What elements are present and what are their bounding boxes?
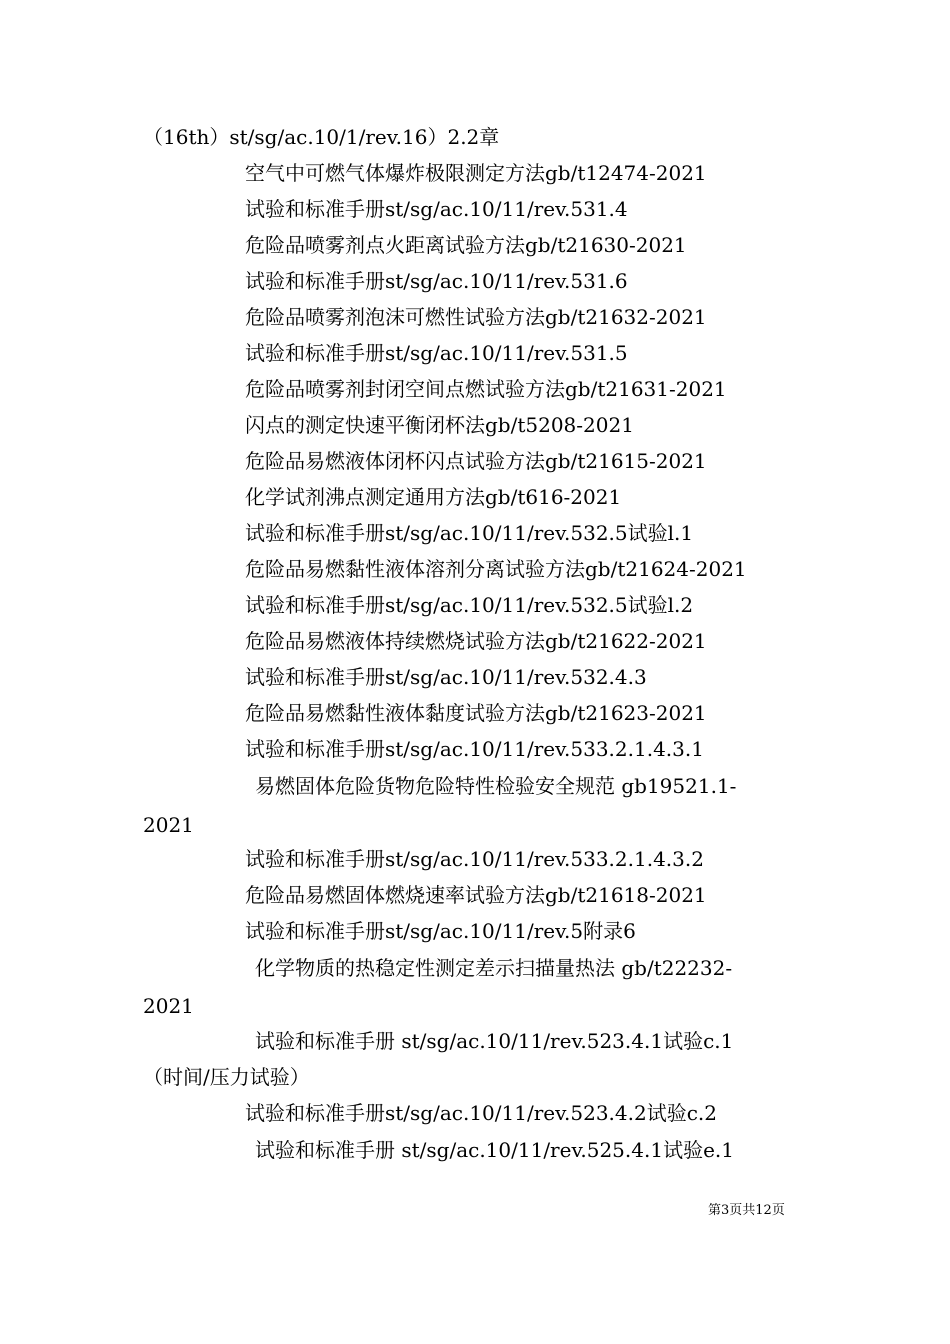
text-line: 易燃固体危险货物危险特性检验安全规范 gb19521.1-	[255, 774, 737, 798]
text-line: 试验和标准手册st/sg/ac.10/11/rev.533.2.1.4.3.1	[245, 737, 704, 761]
text-line: 试验和标准手册st/sg/ac.10/11/rev.531.5	[245, 341, 628, 365]
text-line: 试验和标准手册st/sg/ac.10/11/rev.531.6	[245, 269, 628, 293]
text-line: 试验和标准手册 st/sg/ac.10/11/rev.525.4.1试验e.1	[255, 1138, 734, 1162]
text-line: 2021	[143, 813, 194, 837]
text-line: 危险品易燃固体燃烧速率试验方法gb/t21618-2021	[245, 883, 707, 907]
text-line: 危险品喷雾剂封闭空间点燃试验方法gb/t21631-2021	[245, 377, 727, 401]
text-line: 试验和标准手册st/sg/ac.10/11/rev.532.4.3	[245, 665, 647, 689]
text-line: 闪点的测定快速平衡闭杯法gb/t5208-2021	[245, 413, 634, 437]
text-line: 2021	[143, 994, 194, 1018]
text-line: 危险品喷雾剂泡沫可燃性试验方法gb/t21632-2021	[245, 305, 707, 329]
text-line: 危险品易燃液体闭杯闪点试验方法gb/t21615-2021	[245, 449, 707, 473]
text-line: 试验和标准手册st/sg/ac.10/11/rev.532.5试验l.1	[245, 521, 694, 545]
text-line: （时间/压力试验）	[143, 1065, 310, 1089]
text-line: 空气中可燃气体爆炸极限测定方法gb/t12474-2021	[245, 161, 707, 185]
text-line: 试验和标准手册 st/sg/ac.10/11/rev.523.4.1试验c.1	[255, 1029, 734, 1053]
text-line: 化学试剂沸点测定通用方法gb/t616-2021	[245, 485, 622, 509]
text-line: 化学物质的热稳定性测定差示扫描量热法 gb/t22232-	[255, 956, 733, 980]
text-line: 危险品易燃黏性液体黏度试验方法gb/t21623-2021	[245, 701, 707, 725]
text-line: 试验和标准手册st/sg/ac.10/11/rev.533.2.1.4.3.2	[245, 847, 704, 871]
text-line: 危险品喷雾剂点火距离试验方法gb/t21630-2021	[245, 233, 687, 257]
text-line: 危险品易燃黏性液体溶剂分离试验方法gb/t21624-2021	[245, 557, 747, 581]
text-line: 试验和标准手册st/sg/ac.10/11/rev.531.4	[245, 197, 628, 221]
text-line: 试验和标准手册st/sg/ac.10/11/rev.5附录6	[245, 919, 636, 943]
page-number: 第3页共12页	[708, 1203, 785, 1218]
text-line: 试验和标准手册st/sg/ac.10/11/rev.523.4.2试验c.2	[245, 1101, 718, 1125]
text-line: 试验和标准手册st/sg/ac.10/11/rev.532.5试验l.2	[245, 593, 694, 617]
text-line: 危险品易燃液体持续燃烧试验方法gb/t21622-2021	[245, 629, 707, 653]
text-line: （16th）st/sg/ac.10/1/rev.16）2.2章	[143, 125, 500, 149]
